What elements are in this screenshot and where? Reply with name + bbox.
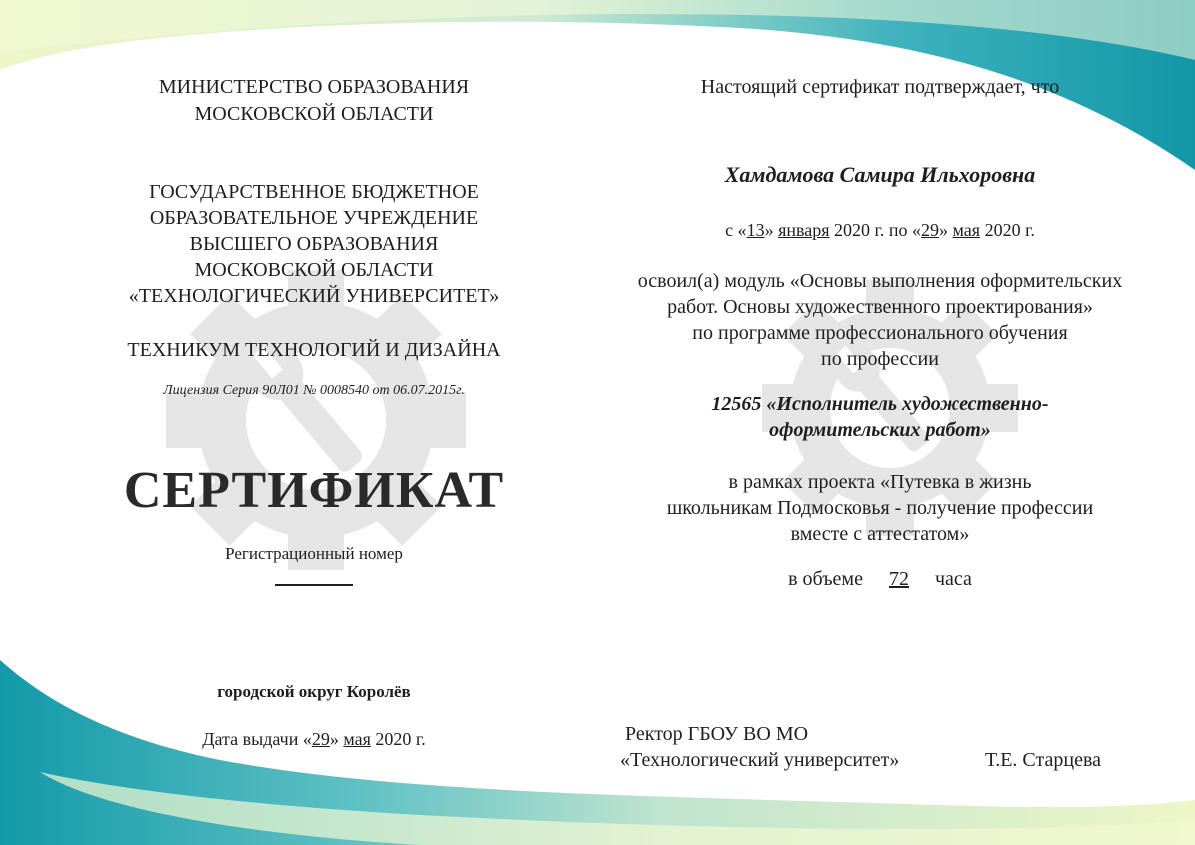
hours-text: в объеме 72 часа: [788, 568, 972, 590]
profession-line: оформительских работ»: [769, 419, 991, 441]
certificate-title: СЕРТИФИКАТ: [123, 462, 505, 519]
rector-title: Ректор ГБОУ ВО МО: [625, 723, 809, 745]
hours-value: 72: [888, 568, 909, 590]
from-day: 13: [746, 220, 765, 240]
ministry-line2: МОСКОВСКОЙ ОБЛАСТИ: [194, 103, 434, 125]
institution-line: МОСКОВСКОЙ ОБЛАСТИ: [194, 259, 434, 281]
institution-line: «ТЕХНОЛОГИЧЕСКИЙ УНИВЕРСИТЕТ»: [128, 285, 500, 307]
intro-text: Настоящий сертификат подтверждает, что: [700, 76, 1060, 98]
module-line: работ. Основы художественного проектирования»: [667, 296, 1093, 318]
ministry-line1: МИНИСТЕРСТВО ОБРАЗОВАНИЯ: [158, 76, 470, 98]
technikum-name: ТЕХНИКУМ ТЕХНОЛОГИЙ И ДИЗАЙНА: [127, 339, 501, 361]
recipient-name: Хамдамова Самира Ильхоровна: [724, 162, 1036, 187]
license-text: Лицензия Серия 90Л01 № 0008540 от 06.07.2015г.: [163, 383, 465, 398]
project-line: в рамках проекта «Путевка в жизнь: [728, 471, 1032, 493]
institution-line: ВЫСШЕГО ОБРАЗОВАНИЯ: [189, 233, 439, 255]
issue-date: Дата выдачи «29» мая 2020 г.: [202, 729, 426, 749]
rector-university: «Технологический университет»: [620, 749, 900, 771]
project-line: вместе с аттестатом»: [790, 523, 970, 545]
from-month: января: [778, 220, 830, 240]
gear-watermark-left-icon: [166, 270, 466, 570]
to-day: 29: [921, 220, 940, 240]
module-line: освоил(а) модуль «Основы выполнения оформительских: [637, 270, 1123, 292]
institution-line: ОБРАЗОВАТЕЛЬНОЕ УЧРЕЖДЕНИЕ: [149, 207, 479, 229]
study-period: с «13» января 2020 г. по «29» мая 2020 г.: [725, 220, 1035, 240]
module-line: по программе профессионального обучения: [692, 322, 1068, 344]
reg-number-label: Регистрационный номер: [225, 544, 403, 563]
to-month: мая: [952, 220, 981, 240]
city-text: городской округ Королёв: [217, 682, 411, 701]
profession-line: 12565 «Исполнитель художественно-: [711, 393, 1049, 415]
institution-line: ГОСУДАРСТВЕННОЕ БЮДЖЕТНОЕ: [149, 181, 479, 203]
reg-number-line: [275, 584, 353, 586]
rector-name: Т.Е. Старцева: [985, 749, 1102, 771]
issue-month: мая: [343, 729, 371, 749]
module-line: по профессии: [821, 348, 939, 370]
project-line: школьникам Подмосковья - получение профессии: [666, 497, 1094, 519]
issue-day: 29: [311, 729, 330, 749]
